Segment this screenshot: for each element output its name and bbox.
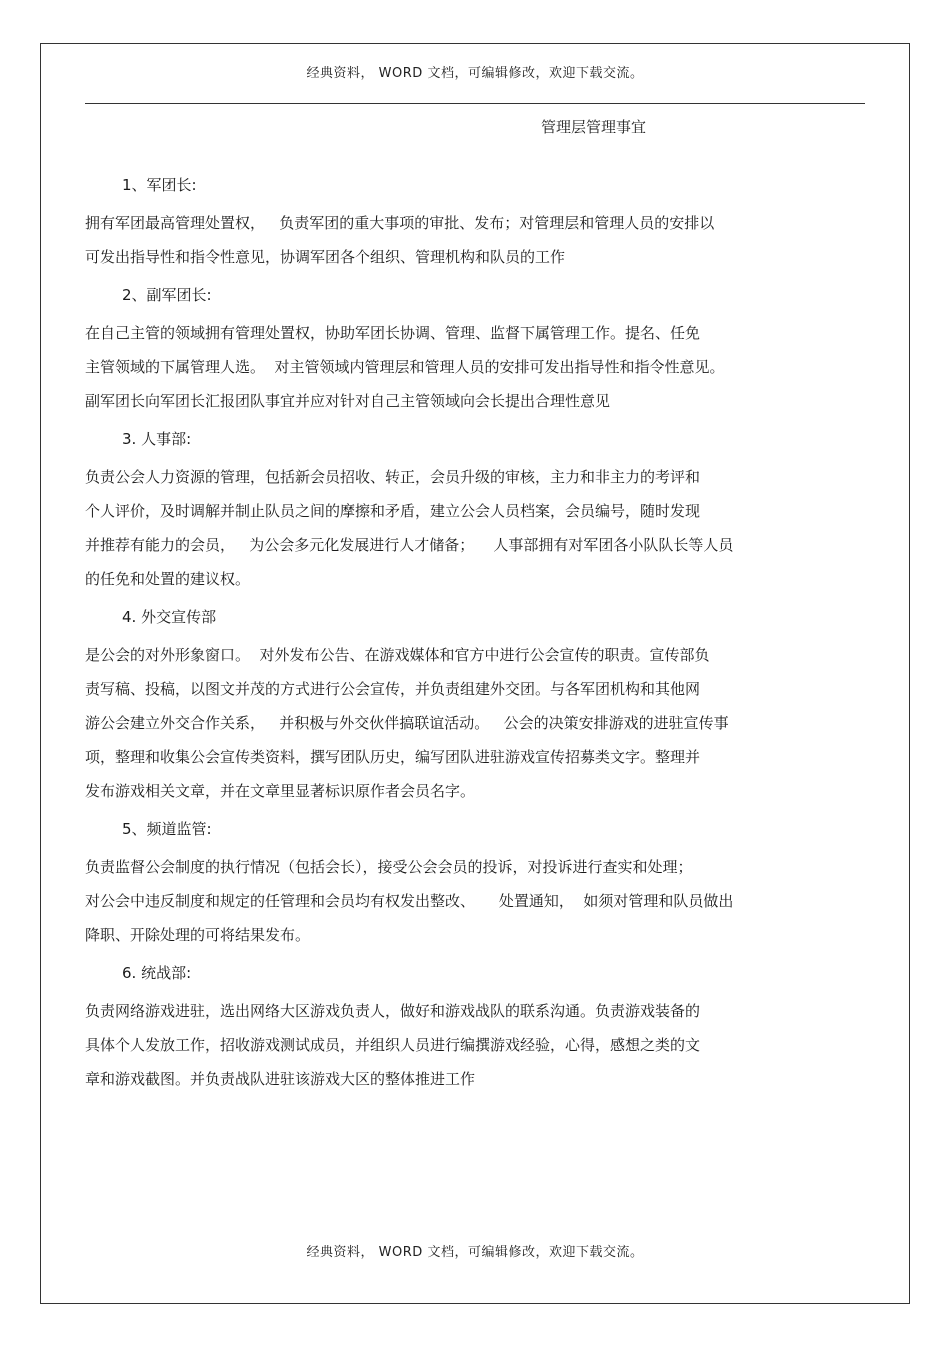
paragraph-line: 发布游戏相关文章，并在文章里显著标识原作者会员名字。 — [85, 782, 476, 800]
header-divider — [85, 103, 865, 104]
paragraph-line: 可发出指导性和指令性意见，协调军团各个组织、管理机构和队员的工作 — [85, 248, 566, 266]
paragraph-line: 章和游戏截图。并负责战队进驻该游戏大区的整体推进工作 — [85, 1070, 476, 1088]
section — [85, 962, 865, 1096]
paragraph-line: 拥有军团最高管理处置权， 负责军团的重大事项的审批、发布；对管理层和管理人员的安排以 — [85, 214, 715, 232]
paragraph-line: 项，整理和收集公会宣传类资料，撰写团队历史，编写团队进驻游戏宣传招募类文字。整理并 — [85, 748, 701, 766]
paragraph-line: 的任免和处置的建议权。 — [85, 570, 251, 588]
paragraph-line: 降职、开除处理的可将结果发布。 — [85, 926, 311, 944]
paragraph-line: 是公会的对外形象窗口。 对外发布公告、在游戏媒体和官方中进行公会宣传的职责。宣传部负 — [85, 646, 710, 664]
paragraph-line: 对公会中违反制度和规定的任管理和会员均有权发出整改、 处置通知， 如须对管理和队员做出 — [85, 892, 734, 910]
paragraph-line: 并推荐有能力的会员， 为公会多元化发展进行人才储备； 人事部拥有对军团各小队队长等人员 — [85, 536, 734, 554]
section — [85, 818, 865, 952]
page-title: 管理层管理事宜 — [541, 118, 647, 136]
header-note: 经典资料， WORD 文档，可编辑修改，欢迎下载交流。 — [306, 66, 644, 81]
paragraph-line: 具体个人发放工作，招收游戏测试成员，并组织人员进行编撰游戏经验，心得，感想之类的文 — [85, 1036, 701, 1054]
section — [85, 428, 865, 596]
paragraph-line: 游公会建立外交合作关系， 并积极与外交伙伴搞联谊活动。 公会的决策安排游戏的进驻宣传事 — [85, 714, 729, 732]
paragraph-line: 责写稿、投稿，以图文并茂的方式进行公会宣传，并负责组建外交团。与各军团机构和其他网 — [85, 680, 701, 698]
paragraph-line: 个人评价，及时调解并制止队员之间的摩擦和矛盾，建立公会人员档案，会员编号，随时发现 — [85, 502, 701, 520]
section-heading: 4. 外交宣传部 — [122, 608, 217, 626]
document-body — [85, 174, 865, 1106]
section-heading: 5、频道监管: — [122, 820, 212, 838]
paragraph-line: 副军团长向军团长汇报团队事宜并应对针对自己主管领域向会长提出合理性意见 — [85, 392, 611, 410]
section — [85, 284, 865, 418]
paragraph-line: 在自己主管的领域拥有管理处置权，协助军团长协调、管理、监督下属管理工作。提名、任免 — [85, 324, 701, 342]
paragraph-line: 负责公会人力资源的管理，包括新会员招收、转正，会员升级的审核，主力和非主力的考评和 — [85, 468, 701, 486]
section — [85, 174, 865, 274]
section-heading: 3. 人事部: — [122, 430, 192, 448]
paragraph-line: 负责监督公会制度的执行情况（包括会长），接受公会会员的投诉，对投诉进行查实和处理； — [85, 858, 693, 876]
section-heading: 1、军团长: — [122, 176, 197, 194]
section — [85, 606, 865, 808]
section-heading: 2、副军团长: — [122, 286, 212, 304]
paragraph-line: 主管领域的下属管理人选。 对主管领域内管理层和管理人员的安排可发出指导性和指令性意见。 — [85, 358, 725, 376]
paragraph-line: 负责网络游戏进驻，选出网络大区游戏负责人，做好和游戏战队的联系沟通。负责游戏装备的 — [85, 1002, 701, 1020]
footer-note: 经典资料， WORD 文档，可编辑修改，欢迎下载交流。 — [306, 1245, 644, 1260]
section-heading: 6. 统战部: — [122, 964, 192, 982]
